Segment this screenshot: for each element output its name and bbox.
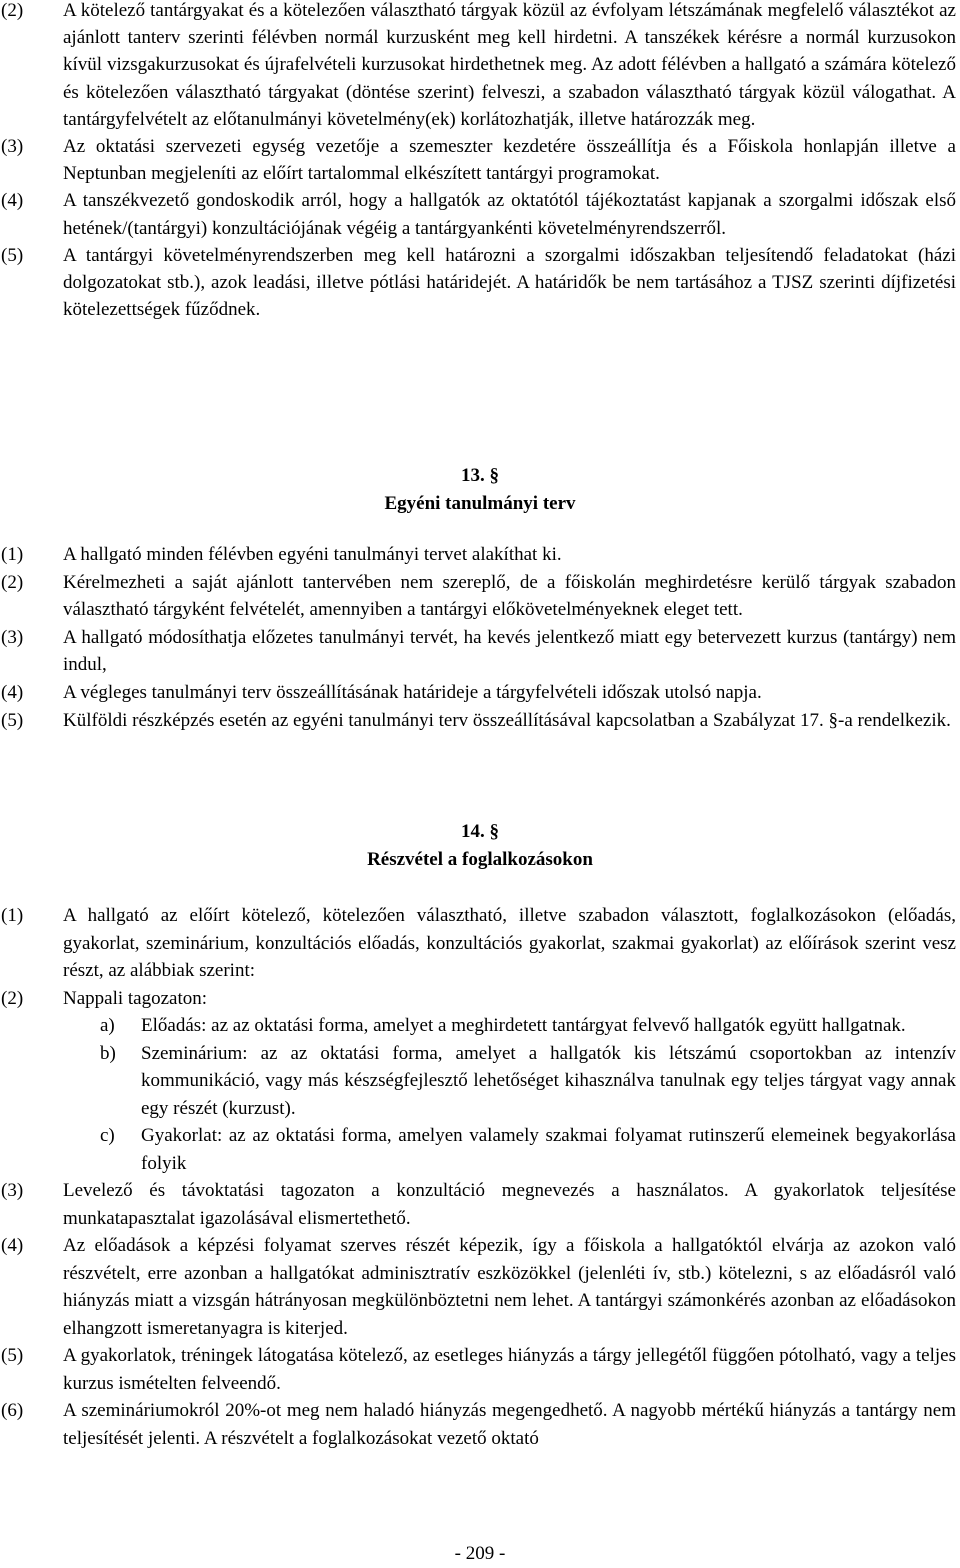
list-item-text: Szeminárium: az az oktatási forma, amelyet a hallgatók kis létszámú csoportokban az intenzív kommunikáció, vagy más készségfejlesztő lehetőséget kihasználva tanulnak egy teljes tárgyat vagy annak egy részét (kurzust). <box>141 1042 956 1119</box>
page-number: - 209 - <box>454 1543 506 1564</box>
paragraph-text: Az előadások a képzési folyamat szerves részét képezik, így a főiskola a hallgatóktól elvárja az azokon való részvételt, erre azonban a hallgatókat adminisztratív eszközökkel (jelenléti ív, stb.) kötelezni, s az előadásról való hiányzás miatt a vizsgán hátrányosan megkülönböztetni nem lehet. A tantárgyi számonkérés azonban az előadásokon elhangzott ismeretanyagra is kiterjed. <box>63 1235 956 1339</box>
section-14-heading <box>0 818 960 874</box>
paragraph <box>0 902 960 985</box>
paragraph-number: (4) <box>1 1235 24 1256</box>
paragraph <box>0 1397 960 1452</box>
paragraph <box>0 133 960 187</box>
paragraph-number: (1) <box>1 905 24 926</box>
list-item <box>0 1012 960 1040</box>
paragraph-number: (5) <box>1 709 24 731</box>
list-item-marker: c) <box>100 1125 115 1146</box>
list-item <box>0 1122 960 1177</box>
list-item-marker: b) <box>100 1042 116 1064</box>
list-item-text: Gyakorlat: az az oktatási forma, amelyen valamely szakmai folyamat rutinszerű elemeinek begyakorlása folyik <box>141 1125 956 1174</box>
paragraph <box>0 0 960 133</box>
list-item <box>0 1040 960 1123</box>
paragraph-number: (5) <box>1 244 24 266</box>
paragraph <box>0 624 960 679</box>
paragraph-number: (2) <box>1 987 24 1009</box>
paragraph <box>0 242 960 324</box>
list-item-text: Előadás: az az oktatási forma, amelyet a meghirdetett tantárgyat felvevő hallgatók együtt hallgatnak. <box>141 1015 906 1036</box>
paragraph-text: Levelező és távoktatási tagozaton a konzultáció megnevezés a használatos. A gyakorlatok teljesítése munkatapasztalat igazolásával elismertethető. <box>63 1180 956 1229</box>
paragraph-number: (4) <box>1 681 24 703</box>
section-number: 13. § <box>461 465 499 486</box>
paragraph-text: Külföldi részképzés esetén az egyéni tanulmányi terv összeállításával kapcsolatban a Szabályzat 17. §-a rendelkezik. <box>63 709 951 731</box>
section-title: Részvétel a foglalkozásokon <box>367 849 593 870</box>
section-14-body <box>0 902 960 1452</box>
paragraph <box>0 569 960 624</box>
section-13-body <box>0 541 960 734</box>
section-13-heading <box>0 462 960 518</box>
section-intro <box>0 0 960 323</box>
paragraph-number: (2) <box>1 0 24 21</box>
paragraph <box>0 1342 960 1397</box>
paragraph-number: (3) <box>1 626 24 648</box>
paragraph-number: (4) <box>1 190 24 212</box>
paragraph <box>0 1177 960 1232</box>
section-number: 14. § <box>461 821 499 842</box>
paragraph-text: A végleges tanulmányi terv összeállításának határideje a tárgyfelvételi időszak utolsó napja. <box>63 681 762 703</box>
paragraph-text: A tantárgyi követelményrendszerben meg kell határozni a szorgalmi időszakban teljesítendő feladatokat (házi dolgozatokat stb.), azok leadási, illetve pótlási határidejét. A határidők be nem tartásához a TJSZ szerinti díjfizetési kötelezettségek fűződnek. <box>63 244 956 321</box>
paragraph-number: (3) <box>1 136 24 158</box>
paragraph-text: A tanszékvezető gondoskodik arról, hogy a hallgatók az oktatótól tájékoztatást kapjanak a szorgalmi időszak első hetének/(tantárgyi) konzultációjának végéig a tantárgyankénti követelményrendszerről. <box>63 190 956 239</box>
paragraph <box>0 541 960 569</box>
paragraph-number: (6) <box>1 1400 24 1421</box>
paragraph <box>0 985 960 1013</box>
paragraph-text: Nappali tagozaton: <box>63 987 208 1009</box>
list-item-marker: a) <box>100 1015 115 1036</box>
paragraph <box>0 707 960 735</box>
paragraph-text: A kötelező tantárgyakat és a kötelezően választható tárgyak közül az évfolyam létszámának megfelelő választékot az ajánlott tanterv szerinti félévben normál kurzusként meg kell hirdetni. A tanszékek kérésre a normál kurzusokon kívül vizsgakurzusokat és újrafelvételi kurzusokat hirdethetnek meg. Az adott félévben a hallgató a számára kötelező és kötelezően választható tárgyakat (döntése szerint) felveszi, a szabadon választható tárgyak közül válogathat. A tantárgyfelvételt az előtanulmányi követelmény(ek) korlátozhatják, illetve határozzák meg. <box>63 0 956 130</box>
paragraph-text: A szemináriumokról 20%-ot meg nem haladó hiányzás megengedhető. A nagyobb mértékű hiányzás a tantárgy nem teljesítését jelenti. A részvételt a foglalkozásokat vezető oktató <box>63 1400 956 1449</box>
paragraph <box>0 679 960 707</box>
paragraph <box>0 1232 960 1342</box>
paragraph-text: A hallgató az előírt kötelező, kötelezően választható, illetve szabadon választott, foglalkozásokon (előadás, gyakorlat, szeminárium, konzultációs előadás, konzultációs gyakorlat, szakmai gyakorlat) az előírások szerint vesz részt, az alábbiak szerint: <box>63 905 956 981</box>
paragraph-text: Az oktatási szervezeti egység vezetője a szemeszter kezdetére összeállítja és a Főiskola honlapján illetve a Neptunban megjeleníti az előírt tartalommal elkészített tantárgyi programokat. <box>63 136 956 185</box>
paragraph-number: (1) <box>1 544 24 565</box>
section-title: Egyéni tanulmányi terv <box>384 493 576 514</box>
paragraph-text: A hallgató módosíthatja előzetes tanulmányi tervét, ha kevés jelentkező miatt egy betervezett kurzus (tantárgy) nem indul, <box>63 626 956 676</box>
paragraph-number: (2) <box>1 571 24 593</box>
paragraph-number: (5) <box>1 1345 24 1366</box>
paragraph-text: A hallgató minden félévben egyéni tanulmányi tervet alakíthat ki. <box>63 544 562 565</box>
paragraph <box>0 187 960 241</box>
paragraph-text: Kérelmezheti a saját ajánlott tantervében nem szereplő, de a főiskolán meghirdetésre kerülő tárgyak szabadon választható tárgyként felvételét, amennyiben a tantárgyi előkövetelményeknek eleget tett. <box>63 571 956 621</box>
paragraph-text: A gyakorlatok, tréningek látogatása kötelező, az esetleges hiányzás a tárgy jellegétől függően pótolható, vagy a teljes kurzus ismételten felveendő. <box>63 1345 956 1394</box>
paragraph-number: (3) <box>1 1180 24 1201</box>
